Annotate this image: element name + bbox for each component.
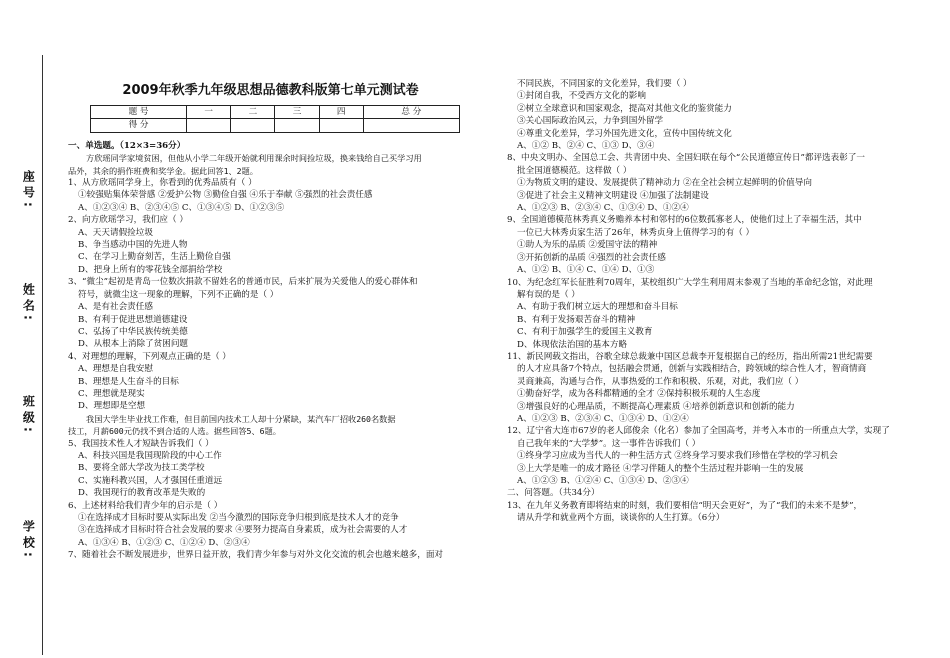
text-line: C、理想就是现实 (78, 388, 145, 399)
text-line: ①助人为乐的品质 ②爱国守法的精神 (517, 240, 658, 251)
text-line: ②树立全球意识和国家观念，提高对其他文化的鉴赏能力 (517, 103, 732, 114)
text-line: 一、单选题。（12×3=36分） (68, 140, 186, 151)
score-table-header-row (91, 106, 460, 119)
text-line: ①为物质文明的建设、发展提供了精神动力 ②在全社会树立起鲜明的价值导向 (517, 178, 812, 189)
text-line: 自己我年来的“大学梦”。这一事件告诉我们（ ） (517, 438, 701, 449)
text-line: 我国大学生毕业找工作难，但目前国内技术工人却十分紧缺，某汽车厂招收260名数据 (86, 413, 396, 424)
text-line: D、理想即是空想 (78, 401, 146, 412)
text-line: ①终身学习应成为当代人的一种生活方式 ②终身学习要求我们珍惜在学校的学习机会 (517, 451, 838, 462)
text-line: 品外，其余的捐作班费和奖学金。据此回答1、2题。 (68, 165, 258, 176)
text-line: D、把身上所有的零花钱全部捐给学校 (78, 264, 223, 275)
score-cell (231, 119, 275, 132)
score-cell: 题 号 (91, 106, 187, 119)
text-line: 请从升学和就业两个方面，谈谈你的人生打算。（6分） (517, 513, 725, 524)
text-line: 不同民族，不同国家的文化差异，我们要（ ） (517, 79, 692, 89)
name-label: 姓名: (21, 283, 36, 324)
score-table (90, 105, 460, 133)
text-line: ③增强良好的心理品质，不断提高心理素质 ④培养创新意识和创新的能力 (517, 401, 795, 412)
text-line: 符号，就微尘这一现象的理解，下列不正确的是（ ） (78, 289, 279, 300)
score-cell: 得 分 (91, 119, 187, 132)
text-line: ③促进了社会主义精神文明建设 ④加强了法制建设 (517, 190, 709, 201)
school-label: 学校: (21, 520, 36, 561)
text-line: ④尊重文化差异，学习外国先进文化，宣传中国传统文化 (517, 128, 732, 139)
text-line: C、弘扬了中华民族传统美德 (78, 326, 188, 337)
text-line: 解有误的是（ ） (517, 289, 580, 300)
text-line: 批全国道德模范。这样做（ ） (517, 165, 632, 176)
text-line: ①勤奋好学，成为各科都精通的全才 ②保持积极乐观的人生态度 (517, 389, 761, 400)
text-line: ①较强贴集体荣誉感 ②爱护公物 ③勤俭自强 ④乐于奉献 ⑤强烈的社会责任感 (78, 190, 373, 201)
text-line: A、①② B、①④ C、①④ D、①③ (517, 265, 655, 276)
text-line: 7、随着社会不断发展进步，世界日益开放，我们青少年参与对外文化交流的机会也越来越多，面对 (68, 550, 444, 561)
text-line: C、实施科教兴国，人才强国任重道远 (78, 475, 223, 486)
text-line: A、是有社会责任感 (78, 302, 153, 313)
score-cell (187, 119, 231, 132)
score-cell: 二 (231, 106, 275, 119)
text-line: 6、上述材料给我们青少年的启示是（ ） (68, 500, 223, 511)
text-line: D、体现依法治国的基本方略 (517, 339, 628, 350)
text-line: B、理想是人生奋斗的目标 (78, 376, 179, 387)
text-line: A、理想是自我安慰 (78, 364, 153, 375)
text-line: B、有利于促进思想道德建设 (78, 314, 188, 325)
text-line: C、在学习上勤奋刻苦，生活上勤俭自强 (78, 252, 231, 263)
text-line: ③关心国际政治风云，力争到国外留学 (517, 116, 664, 127)
text-line: 方欣瑶同学家境贫困，但他从小学二年级开始就利用课余时间捡垃圾，换来钱给自己买学习用 (86, 153, 422, 164)
text-line: B、有利于发扬艰苦奋斗的精神 (517, 314, 636, 325)
score-table-score-row (91, 119, 460, 132)
text-line: A、天天请假捡垃圾 (78, 227, 153, 238)
right-text-lines (507, 78, 927, 525)
seat-number-label: 座号: (21, 170, 36, 211)
text-line: A、①②③ B、②③④ C、①③④ D、①②④ (517, 203, 689, 214)
left-column (68, 83, 473, 562)
text-line: ③在选择成才目标时符合社会发展的要求 ④要努力提高自身素质，成为社会需要的人才 (78, 525, 408, 536)
class-label: 班级: (21, 395, 36, 436)
text-line: D、我国现行的教育改革是失败的 (78, 488, 206, 499)
text-line: A、①②③ B、①②④ C、①③④ D、②③④ (517, 476, 689, 486)
text-line: 3、“微尘”起初是青岛一位数次捐款不留姓名的普通市民，后来扩展为关爱他人的爱心群体和 (68, 277, 418, 288)
text-line: 二、问答题。（共34分） (507, 488, 600, 499)
text-line: ①在选择成才目标时要从实际出发 ②当今激烈的国际竞争归根到底是技术人才的竞争 (78, 513, 399, 523)
score-cell (319, 119, 363, 132)
page-title: 2009年秋季九年级思想品德教科版第七单元测试卷 (122, 83, 419, 98)
text-line: A、科技兴国是我国现阶段的中心工作 (78, 450, 222, 461)
text-line: 一位已大林秀贞家生活了26年，林秀贞身上值得学习的有（ ） (517, 227, 755, 238)
left-text-lines (68, 140, 473, 562)
text-line: ③上大学是唯一的成才路径 ④学习伴随人的整个生活过程并影响一生的发展 (517, 463, 804, 474)
text-line: 10、为纪念红军长征胜利70周年，某校组织广大学生利用周末参观了当地的革命纪念馆，对此理 (507, 277, 873, 288)
right-column (507, 78, 927, 525)
text-line: 9、全国道德模范林秀真义务赡养本村和邻村的6位数孤寡老人，使他们过上了幸福生活，其中 (507, 215, 862, 226)
score-cell (363, 119, 459, 132)
text-line: B、要将全部大学改为技工类学校 (78, 463, 205, 474)
text-line: 1、从方欣瑶同学身上，你看到的优秀品质有（ ） (68, 178, 257, 189)
score-cell: 一 (187, 106, 231, 119)
text-line: A、①② B、②④ C、①③ D、③④ (517, 141, 655, 152)
score-cell (275, 119, 319, 132)
text-line: A、①②③④ B、②③④⑤ C、①③④⑤ D、①②③⑤ (78, 202, 285, 213)
text-line: 13、在九年义务教育即将结束的时刻，我们要相信“明天会更好”，为了“我们的未来不是梦”， (507, 500, 863, 511)
text-line: 2、向方欣瑶学习，我们应（ ） (68, 215, 188, 226)
text-line: 8、中央文明办、全国总工会、共青团中央、全国妇联在每个“公民道德宣传日”都评选表彰了一 (507, 153, 866, 164)
text-line: 4、对理想的理解，下列观点正确的是（ ） (68, 351, 231, 362)
score-cell: 总 分 (363, 106, 459, 119)
text-line: C、有利于加强学生的爱国主义教育 (517, 327, 653, 338)
text-line: A、①②③ B、②③④ C、①③④ D、①②④ (517, 413, 689, 424)
text-line: 12、辽宁省大连市67岁的老人邱俊余（化名）参加了全国高考，并考入本市的一所重点大学，实现了 (507, 426, 890, 437)
text-line: 5、我国技术性人才短缺告诉我们（ ） (68, 438, 214, 449)
text-line: 11、新民网载文指出，谷歌全球总裁兼中国区总裁李开复根据自己的经历，指出所需21世纪需要 (507, 351, 873, 362)
text-line: 的人才应具备7个特点，包括融会贯通，创新与实践相结合，跨领域的综合性人才，智商情商 (517, 364, 867, 375)
score-cell: 三 (275, 106, 319, 119)
text-line: ①封闭自我，不受西方文化的影响 (517, 91, 646, 102)
text-line: A、①③④ B、①②③ C、①②④ D、②③④ (78, 537, 250, 548)
text-line: D、从根本上消除了贫困问题 (78, 339, 189, 350)
binding-line (42, 55, 43, 655)
text-line: A、有助于我们树立远大的理想和奋斗目标 (517, 302, 678, 313)
text-line: 灵商兼高，沟通与合作，从事热爱的工作和积极、乐观，对此，我们应（ ） (517, 376, 804, 387)
score-cell: 四 (319, 106, 363, 119)
text-line: ③开拓创新的品质 ④强烈的社会责任感 (517, 252, 666, 263)
text-line: B、争当感动中国的先进人物 (78, 240, 188, 251)
text-line: 技工，月薪600元仍找不到合适的人选。据些回答5、6题。 (68, 426, 281, 437)
